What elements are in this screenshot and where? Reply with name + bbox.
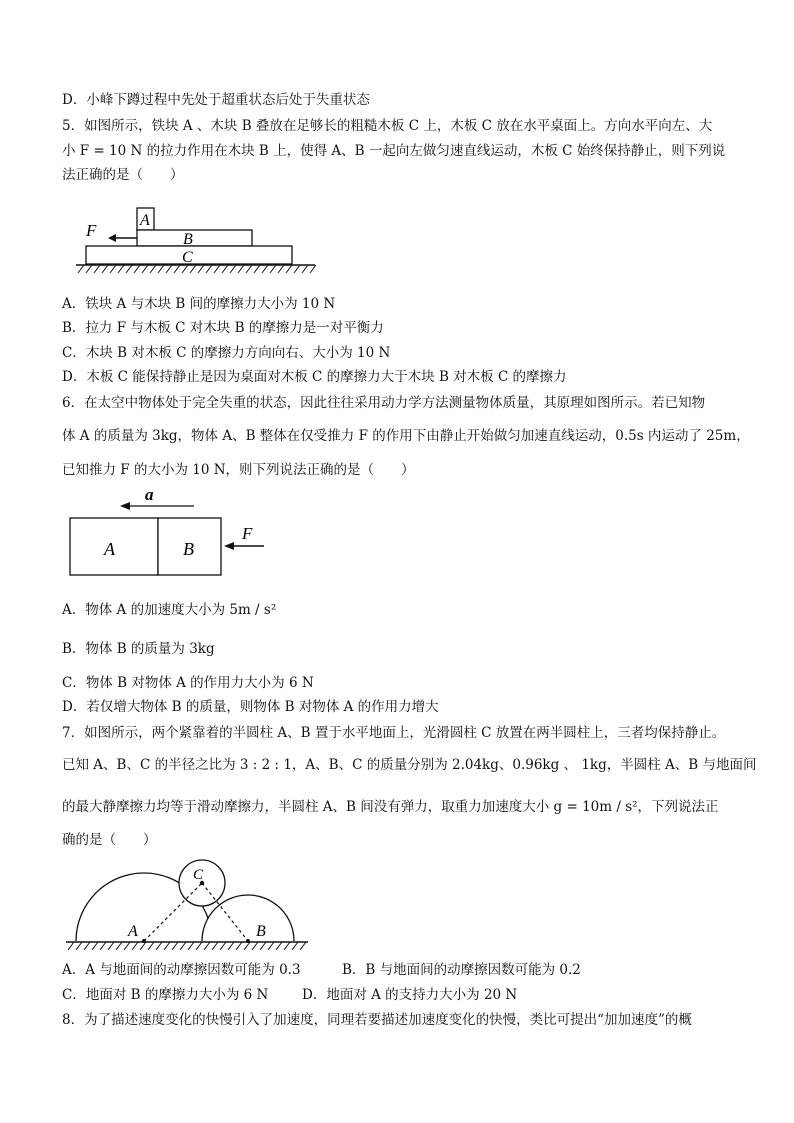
q7-stem-line1: 7．如图所示，两个紧靠着的半圆柱 A、B 置于水平地面上，光滑圆柱 C 放置在两半圆柱上，三者均保持静止。 xyxy=(62,725,726,741)
q7-stem-line4: 确的是（ ） xyxy=(62,832,157,848)
q7-stem-line2: 已知 A、B、C 的半径之比为 3 : 2 : 1，A、B、C 的质量分别为 2.04kg、0.96kg 、 1kg，半圆柱 A、B 与地面间 xyxy=(62,757,757,773)
q5-stem-line1: 5．如图所示，铁块 A 、木块 B 叠放在足够长的粗糙木板 C 上，木板 C 放在水平桌面上。方向水平向左、大 xyxy=(62,118,713,134)
q6-label-a: A xyxy=(104,539,115,559)
q7-option-c: C．地面对 B 的摩擦力大小为 6 N xyxy=(62,987,269,1003)
q7-figure xyxy=(62,852,312,954)
q6-label-accel: a xyxy=(145,485,154,504)
q6-option-c: C．物体 B 对物体 A 的作用力大小为 6 N xyxy=(62,675,314,691)
q6-option-d: D．若仅增大物体 B 的质量，则物体 B 对物体 A 的作用力增大 xyxy=(62,699,439,715)
q7-option-b: B．B 与地面间的动摩擦因数可能为 0.2 xyxy=(342,962,581,978)
q6-stem-line1: 6．在太空中物体处于完全失重的状态，因此往往采用动力学方法测量物体质量，其原理如图所示。若已知物 xyxy=(62,395,706,411)
q7-option-a: A．A 与地面间的动摩擦因数可能为 0.3 xyxy=(62,962,301,978)
q5-label-a: A xyxy=(140,212,150,229)
q7-option-d: D．地面对 A 的支持力大小为 20 N xyxy=(302,987,518,1003)
q5-block-b xyxy=(137,230,252,246)
q5-label-c: C xyxy=(182,249,193,266)
q6-label-b: B xyxy=(183,539,194,559)
q7-label-a: A xyxy=(128,923,138,940)
q5-label-b: B xyxy=(183,231,193,248)
q6-option-b: B．物体 B 的质量为 3kg xyxy=(62,641,215,657)
q7-stem-line3: 的最大静摩擦力均等于滑动摩擦力，半圆柱 A、B 间没有弹力，取重力加速度大小 g = 10m / s²，下列说法正 xyxy=(62,799,719,815)
q6-label-f: F xyxy=(242,524,253,543)
q7-label-b: B xyxy=(256,923,266,940)
q6-option-a: A．物体 A 的加速度大小为 5m / s² xyxy=(62,602,277,618)
q6-stem-line3: 已知推力 F 的大小为 10 N，则下列说法正确的是（ ） xyxy=(62,462,415,478)
q5-label-f: F xyxy=(86,221,97,240)
q5-option-b: B．拉力 F 与木板 C 对木块 B 的摩擦力是一对平衡力 xyxy=(62,320,384,336)
q5-figure xyxy=(70,202,320,280)
q6-figure xyxy=(64,484,284,580)
q8-stem-line1: 8．为了描述速度变化的快慢引入了加速度，同理若要描述加速度变化的快慢，类比可提出“加加速度”的概 xyxy=(62,1012,692,1028)
q6-stem-line2: 体 A 的质量为 3kg，物体 A、B 整体在仅受推力 F 的作用下由静止开始做匀加速直线运动，0.5s 内运动了 25m， xyxy=(62,428,750,444)
q5-option-d: D．木板 C 能保持静止是因为桌面对木板 C 的摩擦力大于木块 B 对木板 C 的摩擦力 xyxy=(62,369,567,385)
q5-option-a: A．铁块 A 与木块 B 间的摩擦力大小为 10 N xyxy=(62,296,336,312)
q4-option-d: D．小峰下蹲过程中先处于超重状态后处于失重状态 xyxy=(62,92,370,108)
q5-stem-line3: 法正确的是（ ） xyxy=(62,167,184,183)
q5-option-c: C．木块 B 对木板 C 的摩擦力方向向右、大小为 10 N xyxy=(62,345,391,361)
q7-label-c: C xyxy=(193,867,204,883)
q5-stem-line2: 小 F = 10 N 的拉力作用在木块 B 上，使得 A、B 一起向左做匀速直线运动，木板 C 始终保持静止，则下列说 xyxy=(62,143,726,159)
